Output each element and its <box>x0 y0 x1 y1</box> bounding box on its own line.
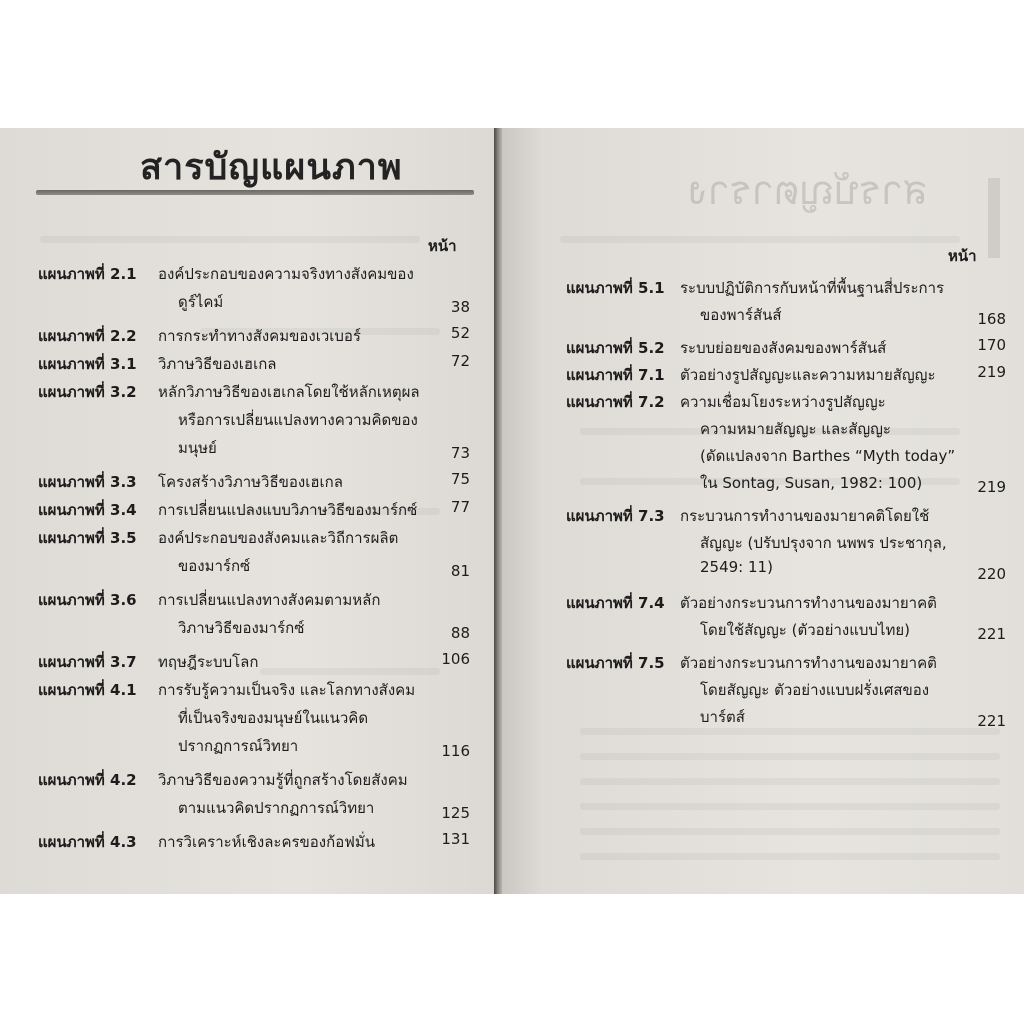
entry-page-number: 75 <box>450 470 470 488</box>
entry-title-line: โดยสัญญะ ตัวอย่างแบบฝรั่งเศสของ <box>700 681 930 699</box>
entry-title-line: ที่เป็นจริงของมนุษย์ในแนวคิด <box>178 709 369 727</box>
bleed-through-line <box>580 778 1000 785</box>
entry-title-line: ตัวอย่างกระบวนการทำงานของมายาคติ <box>680 594 937 612</box>
entry-page-number: 88 <box>450 624 470 642</box>
page-column-label: หน้า <box>428 237 457 255</box>
entry-number: แผนภาพที่ 4.3 <box>38 833 137 851</box>
entry-title-line: องค์ประกอบของความจริงทางสังคมของ <box>158 265 414 283</box>
book-gutter <box>494 128 502 894</box>
bleed-through-line <box>580 828 1000 835</box>
entry-title-line: ระบบย่อยของสังคมของพาร์สันส์ <box>680 339 887 357</box>
entry-title-line: บาร์ตส์ <box>700 708 745 726</box>
entry-page-number: 170 <box>977 336 1006 354</box>
entry-page-number: 168 <box>977 310 1006 328</box>
entry-title-line: ดูร์ไคม์ <box>178 293 224 311</box>
entry-page-number: 116 <box>441 742 470 760</box>
entry-title-line: วิภาษวิธีของความรู้ที่ถูกสร้างโดยสังคม <box>158 771 408 789</box>
entry-title-line: ความเชื่อมโยงระหว่างรูปสัญญะ <box>680 393 886 411</box>
entry-title-line: (ดัดแปลงจาก Barthes “Myth today” <box>700 447 956 465</box>
entry-title-line: การกระทำทางสังคมของเวเบอร์ <box>158 327 361 345</box>
bleed-through-line <box>40 236 420 243</box>
entry-title-line: ใน Sontag, Susan, 1982: 100) <box>700 474 923 492</box>
entry-page-number: 219 <box>977 363 1006 381</box>
entry-number: แผนภาพที่ 3.4 <box>38 501 137 519</box>
page-title: สารบัญแผนภาพ <box>140 147 403 188</box>
entry-title-line: มนุษย์ <box>178 439 217 457</box>
entry-title-line: ของมาร์กซ์ <box>178 557 251 575</box>
entry-number: แผนภาพที่ 7.4 <box>566 594 665 612</box>
entry-title-line: กระบวนการทำงานของมายาคติโดยใช้ <box>680 507 930 525</box>
entry-number: แผนภาพที่ 3.1 <box>38 355 137 373</box>
entry-number: แผนภาพที่ 7.2 <box>566 393 665 411</box>
entry-number: แผนภาพที่ 7.3 <box>566 507 665 525</box>
entry-title-line: ตัวอย่างกระบวนการทำงานของมายาคติ <box>680 654 937 672</box>
bleed-through-line <box>580 803 1000 810</box>
page-column-label: หน้า <box>948 247 977 265</box>
entry-title-line: ตามแนวคิดปรากฏการณ์วิทยา <box>178 799 375 817</box>
entry-title-line: ระบบปฏิบัติการกับหน้าที่พื้นฐานสี่ประการ <box>680 279 945 297</box>
entry-page-number: 220 <box>977 565 1006 583</box>
entry-title-line: หลักวิภาษวิธีของเฮเกลโดยใช้หลักเหตุผล <box>158 383 420 401</box>
entry-title-line: 2549: 11) <box>700 558 773 576</box>
entry-number: แผนภาพที่ 3.3 <box>38 473 137 491</box>
entry-title-line: ทฤษฎีระบบโลก <box>158 653 259 671</box>
entry-title-line: การเปลี่ยนแปลงแบบวิภาษวิธีของมาร์กซ์ <box>158 501 418 519</box>
entry-number: แผนภาพที่ 3.5 <box>38 529 137 547</box>
entry-page-number: 125 <box>441 804 470 822</box>
entry-page-number: 52 <box>450 324 470 342</box>
bleed-through-line <box>560 236 960 243</box>
book-photo <box>0 128 1024 894</box>
entry-number: แผนภาพที่ 3.7 <box>38 653 137 671</box>
entry-page-number: 221 <box>977 625 1006 643</box>
entry-title-line: การเปลี่ยนแปลงทางสังคมตามหลัก <box>158 591 381 609</box>
right-page <box>500 128 1024 894</box>
entry-page-number: 131 <box>441 830 470 848</box>
entry-number: แผนภาพที่ 5.1 <box>566 279 665 297</box>
title-underline <box>36 190 474 195</box>
entry-page-number: 221 <box>977 712 1006 730</box>
entry-title-line: วิภาษวิธีของเฮเกล <box>158 355 277 373</box>
entry-title-line: องค์ประกอบของสังคมและวิถีการผลิต <box>158 529 399 547</box>
bleed-through-bar <box>988 178 1000 258</box>
entry-number: แผนภาพที่ 3.2 <box>38 383 137 401</box>
bleed-through-line <box>580 728 1000 735</box>
entry-title-line: ปรากฏการณ์วิทยา <box>178 737 299 755</box>
entry-title-line: ตัวอย่างรูปสัญญะและความหมายสัญญะ <box>680 366 936 384</box>
entry-page-number: 81 <box>450 562 470 580</box>
bleed-through-line <box>580 753 1000 760</box>
entry-title-line: หรือการเปลี่ยนแปลงทางความคิดของ <box>178 411 418 429</box>
entry-number: แผนภาพที่ 4.1 <box>38 681 137 699</box>
bleed-through-line <box>580 853 1000 860</box>
bleed-through-line <box>260 668 440 675</box>
entry-page-number: 72 <box>450 352 470 370</box>
entry-title-line: โครงสร้างวิภาษวิธีของเฮเกล <box>158 473 343 491</box>
entry-title-line: ของพาร์สันส์ <box>700 306 782 324</box>
entry-number: แผนภาพที่ 3.6 <box>38 591 137 609</box>
entry-title-line: วิภาษวิธีของมาร์กซ์ <box>178 619 305 637</box>
entry-title-line: การรับรู้ความเป็นจริง และโลกทางสังคม <box>158 681 416 699</box>
bleed-through-title: สารบัญตาราง <box>688 168 928 214</box>
entry-number: แผนภาพที่ 2.1 <box>38 265 137 283</box>
entry-number: แผนภาพที่ 4.2 <box>38 771 137 789</box>
entry-title-line: ความหมายสัญญะ และสัญญะ <box>700 420 891 438</box>
entry-number: แผนภาพที่ 7.5 <box>566 654 665 672</box>
entry-title-line: การวิเคราะห์เชิงละครของก้อฟมั่น <box>158 833 375 851</box>
entry-page-number: 106 <box>441 650 470 668</box>
entry-number: แผนภาพที่ 7.1 <box>566 366 665 384</box>
entry-number: แผนภาพที่ 5.2 <box>566 339 665 357</box>
entry-page-number: 219 <box>977 478 1006 496</box>
entry-page-number: 38 <box>450 298 470 316</box>
entry-page-number: 77 <box>450 498 470 516</box>
entry-title-line: สัญญะ (ปรับปรุงจาก นพพร ประชากุล, <box>700 534 947 552</box>
entry-title-line: โดยใช้สัญญะ (ตัวอย่างแบบไทย) <box>700 621 910 639</box>
left-page <box>0 128 496 894</box>
entry-number: แผนภาพที่ 2.2 <box>38 327 137 345</box>
entry-page-number: 73 <box>450 444 470 462</box>
